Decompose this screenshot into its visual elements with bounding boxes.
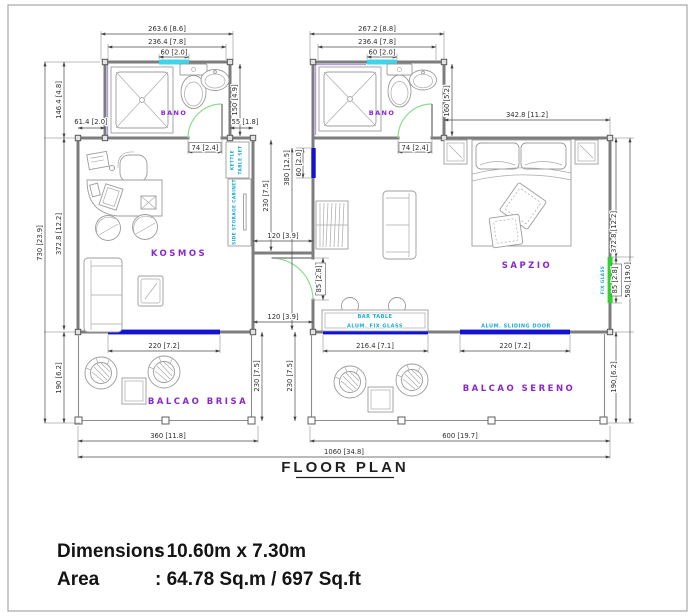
dim-hall-bottom: 120 [3.9]	[267, 313, 299, 321]
side-storage-cabinet	[228, 179, 251, 246]
wicker-chair	[85, 357, 117, 389]
desk-set	[87, 151, 162, 216]
round-chairs	[96, 215, 158, 241]
plan-title: FLOOR PLAN	[281, 459, 409, 476]
dim-left-window: 220 [7.2]	[148, 342, 180, 350]
label-kettle-line2: TABLE SET	[238, 145, 244, 175]
nightstand-left	[444, 140, 467, 164]
dim-mid-wall: 380 [12.5]	[283, 150, 291, 186]
toilet-left	[180, 64, 207, 109]
room-label-bano-right: BANO	[368, 109, 396, 117]
footer-area-label: Area	[57, 569, 100, 590]
wicker-chair	[334, 366, 366, 398]
dim-right-balcony-width: 600 [19.7]	[442, 432, 478, 440]
balcony-table-right	[368, 387, 393, 412]
dim-right-window: 85 [2.8]	[611, 266, 619, 294]
dim-right-balcony-depth: 190 [6.2]	[610, 361, 618, 393]
footer-dimensions-label: Dimensions	[57, 541, 165, 562]
sink-left	[201, 70, 229, 91]
label-alum-sliding-door: ALUM. SLIDING DOOR	[481, 323, 551, 330]
dim-hall-top: 120 [3.9]	[267, 232, 299, 240]
label-fix-glass-right: FIX GLASS	[601, 265, 606, 295]
sink-right	[410, 70, 437, 90]
dim-bedroom-width: 342.8 [11.2]	[505, 111, 549, 119]
bath-left-door-arc	[188, 104, 222, 138]
dim-right-bath-door: 74 [2.4]	[401, 144, 429, 152]
footer	[57, 541, 362, 590]
wicker-chair	[396, 364, 428, 396]
dim-right-bath-inner-h: 160 [5.2]	[443, 85, 451, 117]
sofa-sapzio	[383, 191, 416, 259]
office-chair	[120, 155, 147, 182]
room-label-sapzio: SAPZIO	[501, 261, 553, 271]
label-side-storage-cabinet: SIDE STORAGE CABINET	[232, 179, 238, 245]
dim-top-left-overall: 263.6 [8.6]	[148, 25, 186, 33]
shower-right	[319, 67, 381, 131]
kettle-table-set	[226, 142, 249, 178]
sofa-kosmos	[84, 258, 122, 332]
dim-sliding-window: 220 [7.2]	[499, 342, 531, 350]
dim-left-balcony-width: 360 [11.8]	[150, 432, 186, 440]
room-label-bano-left: BANO	[160, 109, 188, 117]
dim-left-bath-offset: 61.4 [2.0]	[74, 118, 108, 126]
coffee-table-kosmos	[138, 276, 163, 306]
dim-left-room-height: 372.8 [12.2]	[55, 212, 63, 256]
kosmos-bottom-window	[108, 330, 220, 335]
balcony-right	[308, 334, 607, 424]
dim-top-right-window: 60 [2.0]	[368, 48, 396, 57]
sliding-door-window	[460, 330, 570, 335]
footer-area-value: : 64.78 Sq.m / 697 Sq.ft	[155, 569, 361, 590]
shower-left	[111, 67, 173, 133]
dim-total-width: 1060 [34.8]	[324, 448, 364, 456]
dim-fixglass-window: 216.4 [7.1]	[356, 342, 394, 350]
dim-right-room-height: 372.8 [12.2]	[610, 210, 618, 254]
dim-left-bath-wall: 55 [1.8]	[231, 118, 259, 126]
nightstand-right	[575, 140, 598, 164]
dim-top-right-overall: 267.2 [8.8]	[358, 25, 396, 33]
dim-balcony-depth-a: 230 [7.5]	[253, 360, 261, 392]
balcony-table-left	[122, 378, 146, 404]
toilet-right	[387, 64, 412, 107]
label-alum-fix-glass: ALUM. FIX GLASS	[346, 323, 404, 330]
wardrobe	[316, 201, 348, 249]
bed	[472, 140, 571, 248]
dim-left-bath-inner-h: 150 [4.9]	[231, 84, 239, 116]
room-label-balcao-sereno: BALCAO SERENO	[462, 384, 576, 394]
bed-cushion-2	[489, 214, 523, 248]
dim-top-left-window: 60 [2.0]	[160, 48, 188, 57]
mid-wall-window	[311, 148, 315, 178]
dim-hall-door: 85 [2.8]	[315, 265, 323, 293]
dim-balcony-depth-b: 230 [7.5]	[286, 360, 294, 392]
room-label-kosmos: KOSMOS	[150, 249, 208, 259]
dim-mid-window: 60 [2.0]	[295, 149, 303, 177]
label-bar-table: BAR TABLE	[357, 314, 393, 320]
dim-right-total-height: 580 [19.0]	[624, 262, 632, 298]
dim-top-right-inner: 236.4 [7.8]	[358, 38, 396, 46]
bath-right-door-arc	[398, 104, 432, 138]
pillow-right	[521, 143, 566, 169]
dim-left-bath-door: 74 [2.4]	[191, 144, 219, 152]
room-label-balcao-brisa: BALCAO BRISA	[147, 397, 249, 407]
pillow-left	[476, 143, 519, 169]
dim-cabinet-height: 230 [7.5]	[262, 180, 270, 212]
wicker-chair	[148, 356, 180, 388]
dim-total-height: 730 [23.9]	[36, 225, 44, 261]
dim-top-left-inner: 236.4 [7.8]	[148, 38, 186, 46]
footer-dimensions-value: : 10.60m x 7.30m	[155, 541, 307, 562]
dim-left-balcony-depth: 190 [6.2]	[55, 362, 63, 394]
label-kettle-line1: KETTLE	[230, 149, 236, 171]
dim-left-bath-height: 146.4 [4.8]	[55, 81, 63, 119]
